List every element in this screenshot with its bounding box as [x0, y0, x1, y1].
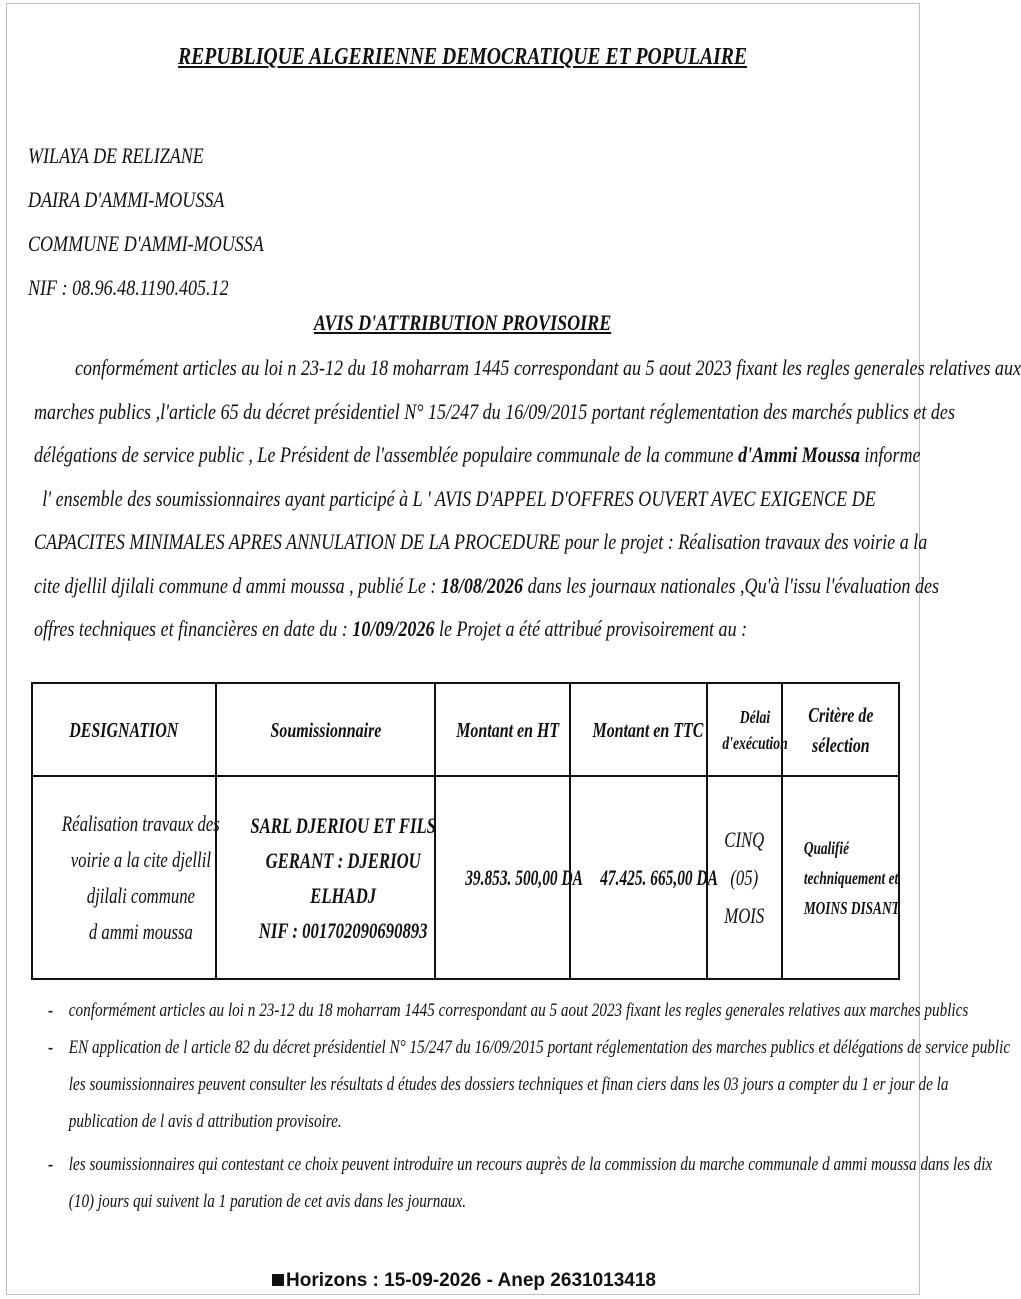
list-item: - les soumissionnaires qui contestant ce choix peuvent introduire un recours auprès de la commission du marche communale d ammi moussa dans les dix (10) jours qui suivent la 1 parution de cet avis dans les journaux.	[48, 1146, 896, 1220]
paragraph-line: marches publics ,l'article 65 du décret présidentiel N° 15/247 du 16/09/2015 portant réglementation des marchés publics et des	[34, 398, 955, 424]
paragraph-line	[34, 607, 895, 651]
footer-text: Horizons : 15-09-2026 - Anep 2631013418	[286, 1270, 656, 1291]
bullet-marker: -	[48, 1000, 54, 1021]
square-icon	[272, 1274, 284, 1286]
header-delai: Délai d'exécution	[707, 683, 782, 776]
cell-soumissionnaire: SARL DJERIOU ET FILS GERANT : DJERIOU ELHADJ NIF : 001702090690893	[216, 776, 435, 979]
paragraph-text: informe	[859, 442, 921, 467]
publication-date: 18/08/2026	[440, 572, 524, 598]
evaluation-date: 10/09/2026	[352, 616, 435, 641]
notice-title: AVIS D'ATTRIBUTION PROVISOIRE	[313, 310, 612, 335]
paragraph-line: conformément articles au loi n 23-12 du 18 moharram 1445 correspondant au 5 aout 2023 fixant les regles generales relatives aux	[75, 355, 1021, 380]
cell-designation: Réalisation travaux des voirie a la cite djellil djilali commune d ammi moussa	[32, 776, 216, 979]
header-commune: COMMUNE D'AMMI-MOUSSA	[28, 231, 264, 256]
header-montant-ttc: Montant en TTC	[570, 683, 707, 776]
paragraph-line: l' ensemble des soumissionnaires ayant participé à L ' AVIS D'APPEL D'OFFRES OUVERT AVEC EXIGENCE DE	[42, 485, 876, 511]
list-item: - conformément articles au loi n 23-12 du 18 moharram 1445 correspondant au 5 aout 2023 fixant les regles generales relatives aux marches publics	[48, 992, 896, 1029]
issuer-header	[28, 134, 264, 310]
paragraph-line	[34, 433, 921, 477]
procedure-name: CAPACITES MINIMALES APRES ANNULATION DE LA PROCEDURE	[34, 529, 561, 554]
table-row	[32, 776, 899, 979]
paragraph-text: offres techniques et financières en date du :	[34, 616, 353, 641]
table-header-row	[32, 683, 899, 776]
paragraph-text: pour le projet : Réalisation travaux des voirie a la	[560, 529, 928, 554]
list-item: - EN application de l article 82 du décret présidentiel N° 15/247 du 16/09/2015 portant réglementation des marches publics et délégations de service public les soumissionnaires peuvent consulter les résultats d études des dossiers techniques et finan ciers dans les 03 jours a compter du 1 er jour de la publication de l avis d attribution provisoire.	[48, 1029, 896, 1140]
header-nif: NIF : 08.96.48.1190.405.12	[28, 275, 229, 300]
paragraph-text: délégations de service public , Le Président de l'assemblée populaire communale de la commune	[34, 442, 739, 467]
cell-critere: Qualifié techniquement et MOINS DISANT	[782, 776, 899, 979]
paragraph-text: dans les journaux nationales ,Qu'à l'issu l'évaluation des	[523, 572, 940, 598]
paragraph-line	[34, 564, 940, 608]
award-table	[31, 682, 900, 980]
paragraph-text: le Projet a été attribué provisoirement au :	[434, 616, 748, 641]
header-daira: DAIRA D'AMMI-MOUSSA	[28, 187, 225, 212]
header-montant-ht: Montant en HT	[435, 683, 570, 776]
commune-name: d'Ammi Moussa	[738, 442, 860, 467]
document-title: REPUBLIQUE ALGERIENNE DEMOCRATIQUE ET POPULAIRE	[178, 44, 748, 70]
notice-paragraph	[34, 346, 1021, 651]
header-critere: Critère de sélection	[782, 683, 899, 776]
bullet-marker: -	[48, 1154, 54, 1175]
cell-delai: CINQ (05) MOIS	[707, 776, 782, 979]
publication-footer	[0, 1270, 928, 1292]
cell-montant-ttc: 47.425. 665,00 DA	[570, 776, 707, 979]
bullet-marker: -	[48, 1037, 54, 1058]
header-soumissionnaire: Soumissionnaire	[216, 683, 435, 776]
header-designation: DESIGNATION	[32, 683, 216, 776]
notes-list	[48, 992, 1011, 1220]
paragraph-line	[34, 520, 928, 564]
cell-montant-ht: 39.853. 500,00 DA	[435, 776, 570, 979]
header-wilaya: WILAYA DE RELIZANE	[28, 143, 204, 168]
paragraph-text: cite djellil djilali commune d ammi moussa , publié Le :	[34, 572, 441, 598]
